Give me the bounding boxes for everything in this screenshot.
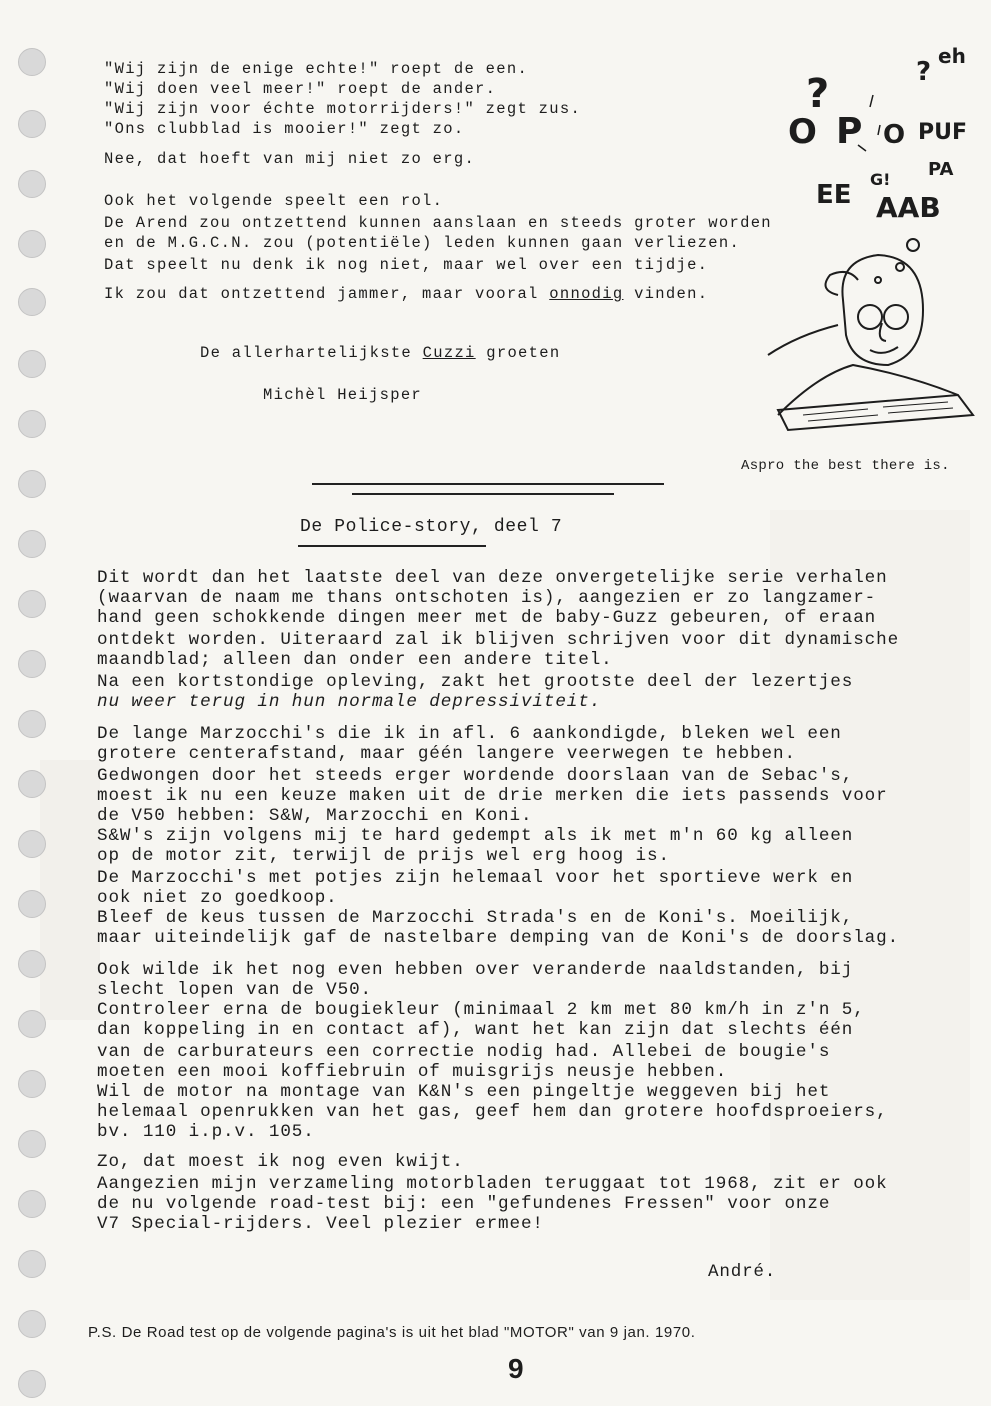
story-line: Controleer erna de bougiekleur (minimaal 2 km met 80 km/h in z'n 5,: [97, 1000, 865, 1020]
story-line: S&W's zijn volgens mij te hard gedempt als ik met m'n 60 kg alleen: [97, 826, 854, 846]
binder-hole: [18, 770, 46, 798]
binder-holes: [18, 30, 48, 1406]
story-line: van de carburateurs een correctie nodig had. Allebei de bougie's: [97, 1042, 831, 1062]
binder-hole: [18, 350, 46, 378]
story-line: de V50 hebben: S&W, Marzocchi en Koni.: [97, 806, 533, 826]
cartoon-word: O: [883, 120, 906, 150]
cartoon-word: AAB: [876, 191, 941, 224]
story-line: Aangezien mijn verzameling motorbladen teruggaat tot 1968, zit er ook: [97, 1174, 888, 1194]
cartoon-word: PA: [928, 159, 954, 180]
story-line: moeten een mooi koffiebruin of muisgrijs neusje hebben.: [97, 1062, 728, 1082]
binder-hole: [18, 1370, 46, 1398]
binder-hole: [18, 1130, 46, 1158]
cartoon-word: eh: [938, 44, 966, 68]
cartoon-word: ?: [916, 57, 932, 87]
cartoon-word: EE: [816, 180, 852, 210]
story-line: De Marzocchi's met potjes zijn helemaal voor het sportieve werk en: [97, 868, 854, 888]
binder-hole: [18, 590, 46, 618]
binder-hole: [18, 1250, 46, 1278]
letter-signature: Michèl Heijsper: [263, 386, 423, 404]
separator-rule: [312, 483, 664, 485]
story-signature: André.: [708, 1262, 777, 1282]
cartoon-word: ?: [806, 71, 830, 117]
binder-hole: [18, 110, 46, 138]
letter-line: "Wij zijn de enige echte!" roept de een.: [104, 60, 529, 78]
binder-hole: [18, 170, 46, 198]
story-line: Zo, dat moest ik nog even kwijt.: [97, 1152, 464, 1172]
binder-hole: [18, 890, 46, 918]
story-line: ontdekt worden. Uiteraard zal ik blijven schrijven voor dit dynamische: [97, 630, 900, 650]
letter-line: "Ons clubblad is mooier!" zegt zo.: [104, 120, 465, 138]
binder-hole: [18, 288, 46, 316]
story-line: helemaal openrukken van het gas, geef hem dan grotere hoofdsproeiers,: [97, 1102, 888, 1122]
cartoon-word: G!: [870, 170, 891, 189]
cartoon-head: [842, 255, 923, 365]
emphasis-word: onnodig: [549, 285, 624, 303]
letter-text: groeten: [475, 344, 561, 362]
binder-hole: [18, 1010, 46, 1038]
story-line: De lange Marzocchi's die ik in afl. 6 aankondigde, bleken wel een: [97, 724, 842, 744]
letter-text: De allerhartelijkste: [200, 344, 423, 362]
cartoon-mouth: [870, 347, 898, 353]
cartoon-illustration: [758, 35, 988, 455]
closing-greeting: [200, 346, 560, 362]
binder-hole: [18, 48, 46, 76]
story-line: slecht lopen van de V50.: [97, 980, 372, 1000]
story-line: op de motor zit, terwijl de prijs wel erg hoog is.: [97, 846, 670, 866]
cartoon-glasses: [884, 305, 908, 329]
thought-bubble: [875, 277, 881, 283]
story-line: hand geen schokkende dingen meer met de baby-Guzz gebeuren, of eraan: [97, 608, 877, 628]
thought-bubble: [896, 263, 904, 271]
binder-hole: [18, 1190, 46, 1218]
separator-rule: [352, 493, 614, 495]
story-line: Wil de motor na montage van K&N's een pingeltje weggeven bij het: [97, 1082, 831, 1102]
letter-line: [104, 287, 708, 303]
bleed-through-shade: [40, 760, 100, 1020]
binder-hole: [18, 1070, 46, 1098]
page-number: 9: [508, 1353, 524, 1384]
cartoon-body: [768, 325, 958, 415]
letter-text: vinden.: [623, 285, 709, 303]
story-line: Bleef de keus tussen de Marzocchi Strada's en de Koni's. Moeilijk,: [97, 908, 854, 928]
letter-line: Ook het volgende speelt een rol.: [104, 192, 444, 210]
story-line: V7 Special-rijders. Veel plezier ermee!: [97, 1214, 544, 1234]
story-line: (waarvan de naam me thans ontschoten is), aangezien er zo langzamer-: [97, 588, 877, 608]
letter-line: en de M.G.C.N. zou (potentiële) leden kunnen gaan verliezen.: [104, 234, 741, 252]
story-line: dan koppeling in en contact af), want het kan zijn dat slechts één: [97, 1020, 854, 1040]
story-title: De Police-story, deel 7: [300, 517, 563, 537]
binder-hole: [18, 530, 46, 558]
story-line: grotere centerafstand, maar géén langere veerwegen te hebben.: [97, 744, 796, 764]
binder-hole: [18, 230, 46, 258]
letter-line: Nee, dat hoeft van mij niet zo erg.: [104, 150, 476, 168]
cartoon-word: PUF: [918, 120, 968, 145]
binder-hole: [18, 950, 46, 978]
story-line: maandblad; alleen dan onder een andere titel.: [97, 650, 613, 670]
binder-hole: [18, 830, 46, 858]
letter-line: "Wij zijn voor échte motorrijders!" zegt zus.: [104, 100, 582, 118]
emphasis-word: Cuzzi: [422, 344, 476, 362]
story-line: ook niet zo goedkoop.: [97, 888, 338, 908]
story-line: de nu volgende road-test bij: een "gefundenes Fressen" voor onze: [97, 1194, 831, 1214]
cartoon-papers: [778, 395, 973, 430]
binder-hole: [18, 1310, 46, 1338]
story-line: Gedwongen door het steeds erger wordende doorslaan van de Sebac's,: [97, 766, 854, 786]
letter-line: De Arend zou ontzettend kunnen aanslaan en steeds groter worden: [104, 214, 772, 232]
story-line: bv. 110 i.p.v. 105.: [97, 1122, 315, 1142]
title-underline: [298, 545, 486, 547]
story-line: nu weer terug in hun normale depressiviteit.: [97, 692, 602, 712]
binder-hole: [18, 650, 46, 678]
cartoon-word: P: [836, 111, 863, 152]
thought-bubble: [907, 239, 919, 251]
cartoon-nose: [880, 323, 886, 341]
cartoon-glasses: [858, 305, 882, 329]
story-line: Dit wordt dan het laatste deel van deze onvergetelijke serie verhalen: [97, 568, 888, 588]
letter-line: Dat speelt nu denk ik nog niet, maar wel over een tijdje.: [104, 256, 709, 274]
letter-line: "Wij doen veel meer!" roept de ander.: [104, 80, 497, 98]
letter-text: Ik zou dat ontzettend jammer, maar vooral: [104, 285, 550, 303]
binder-hole: [18, 470, 46, 498]
story-line: Na een kortstondige opleving, zakt het grootste deel der lezertjes: [97, 672, 854, 692]
story-line: Ook wilde ik het nog even hebben over veranderde naaldstanden, bij: [97, 960, 854, 980]
story-line: moest ik nu een keuze maken uit de drie merken die iets passends voor: [97, 786, 888, 806]
cartoon-caption: Aspro the best there is.: [741, 458, 950, 474]
postscript-note: P.S. De Road test op de volgende pagina's is uit het blad "MOTOR" van 9 jan. 1970.: [88, 1324, 696, 1341]
story-line: maar uiteindelijk gaf de nastelbare demping van de Koni's de doorslag.: [97, 928, 900, 948]
cartoon-word: O: [788, 112, 817, 152]
binder-hole: [18, 410, 46, 438]
binder-hole: [18, 710, 46, 738]
